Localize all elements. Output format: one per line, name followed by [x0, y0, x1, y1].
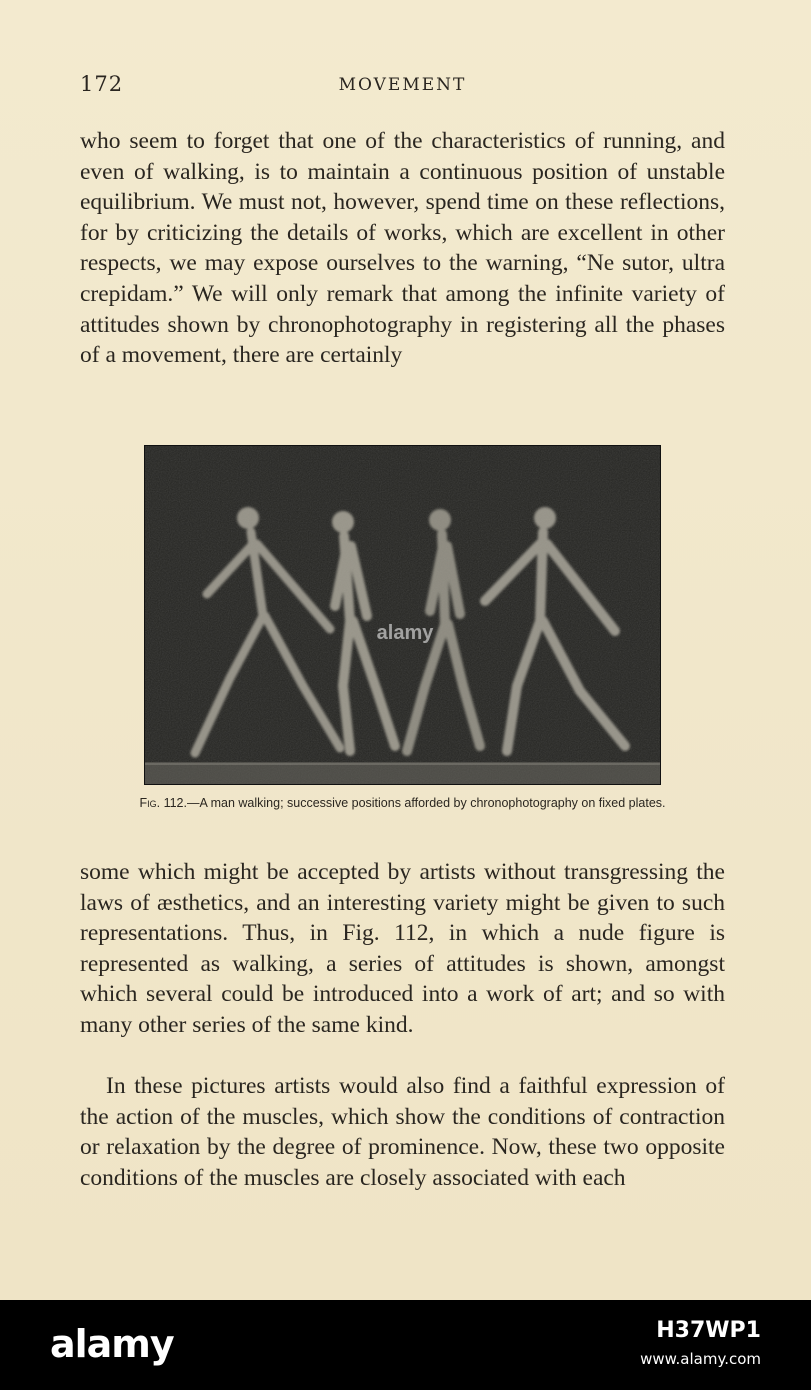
alamy-overlay-watermark: alamy [376, 622, 434, 644]
stock-footer-bar [0, 1300, 811, 1390]
paragraph-1: who seem to forget that one of the characteristics of running, and even of walking, is to maintain a continuous position of unstable equilibrium. We must not, however, spend time on these reflections, for by criticizing the details of works, which are excellent in other respects, we may expose ourselves to the warning, “Ne sutor, ultra crepidam.” We will only remark that among the infinite variety of attitudes shown by chronophotography in registering all the phases of a movement, there are certainly [80, 128, 725, 369]
running-title: MOVEMENT [338, 75, 467, 95]
paragraph-3: In these pictures artists would also find a faithful expression of the action of the muscles, which show the conditions of contraction or relaxation by the degree of prominence. Now, these two opposite conditions of the muscles are closely associated with each [80, 1073, 725, 1191]
figure-caption [80, 795, 725, 811]
paragraph-2: some which might be accepted by artists without transgressing the laws of æsthetics, and an interesting variety might be given to such representations. Thus, in Fig. 112, in which a nude figure is represented as walking, a series of attitudes is shown, amongst which several could be introduced into a work of art; and so with many other series of the same kind. [80, 859, 725, 1038]
alamy-logo: alamy [50, 1322, 174, 1366]
page-header [80, 72, 725, 102]
figure-plate [144, 445, 661, 785]
ground-strip [145, 762, 660, 784]
page-number: 172 [80, 72, 124, 96]
chronophotograph-image [145, 446, 660, 784]
image-id: H37WP1 [656, 1318, 761, 1343]
figure-label: Fig. 112. [139, 796, 187, 810]
site-url: www.alamy.com [640, 1350, 761, 1368]
figure-caption-text: —A man walking; successive positions afforded by chronophotography on fixed plates. [186, 796, 666, 810]
